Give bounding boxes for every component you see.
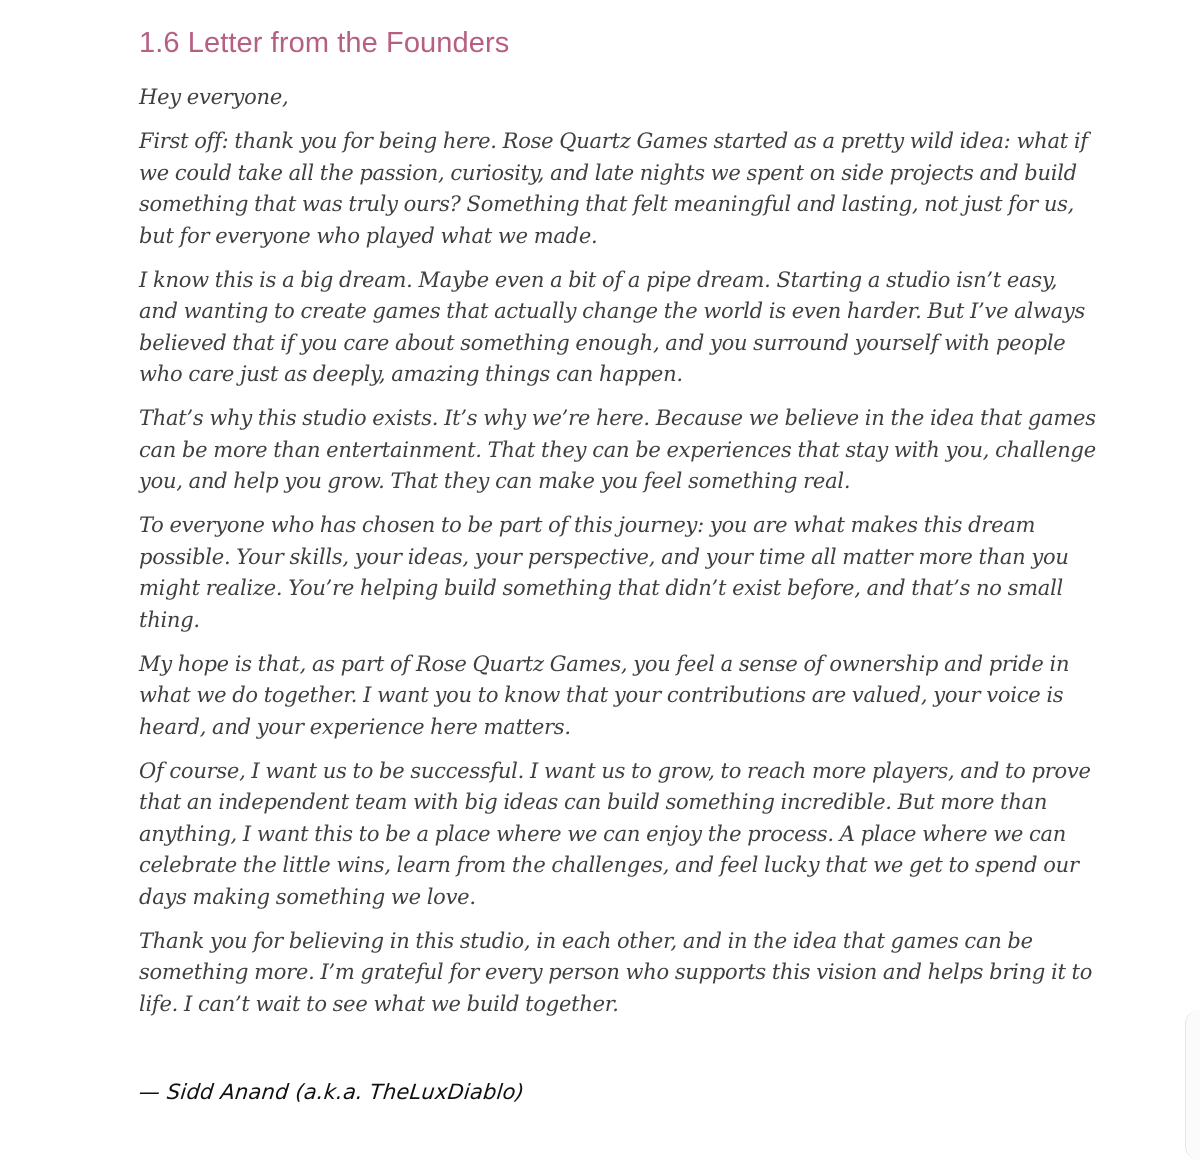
section-heading: 1.6 Letter from the Founders <box>139 27 510 59</box>
letter-greeting: Hey everyone, <box>139 85 289 109</box>
letter-paragraph-5: My hope is that, as part of Rose Quartz Games, you feel a sense of ownership and pride in what we do together. I want you to know that your contributions are valued, your voice is heard, and your experience here matters. <box>139 651 1070 739</box>
letter-paragraph-3: That’s why this studio exists. It’s why we’re here. Because we believe in the idea that games can be more than entertainment. That they can be experiences that stay with you, challenge you, and help you grow. That they can make you feel something real. <box>139 406 1096 493</box>
letter-paragraph-4: To everyone who has chosen to be part of this journey: you are what makes this dream possible. Your skills, your ideas, your perspective, and your time all matter more than you might realize. You’re helping build something that didn’t exist before, and that’s no small thing. <box>139 513 1069 632</box>
scrollbar-edge[interactable] <box>1185 1010 1200 1160</box>
letter-paragraph-1: First off: thank you for being here. Rose Quartz Games started as a pretty wild idea: what if we could take all the passion, curiosity, and late nights we spent on side projects and build something that was truly ours? Something that felt meaningful and lasting, not just for us, but for everyone who played what we made. <box>139 129 1088 248</box>
document-page <box>139 22 1099 1104</box>
letter-paragraph-6: Of course, I want us to be successful. I want us to grow, to reach more players, and to prove that an independent team with big ideas can build something incredible. But more than anything, I want this to be a place where we can enjoy the process. A place where we can celebrate the little wins, learn from the challenges, and feel lucky that we get to spend our days making something we love. <box>139 758 1091 909</box>
letter-paragraph-7: Thank you for believing in this studio, in each other, and in the idea that games can be something more. I’m grateful for every person who supports this vision and helps bring it to life. I can’t wait to see what we build together. <box>139 928 1093 1016</box>
letter-paragraph-2: I know this is a big dream. Maybe even a bit of a pipe dream. Starting a studio isn’t easy, and wanting to create games that actually change the world is even harder. But I’ve always believed that if you care about something enough, and you surround yourself with people who care just as deeply, amazing things can happen. <box>139 267 1086 386</box>
letter-signature: — Sidd Anand (a.k.a. TheLuxDiablo) <box>137 1080 526 1104</box>
founders-letter <box>139 82 1099 1020</box>
